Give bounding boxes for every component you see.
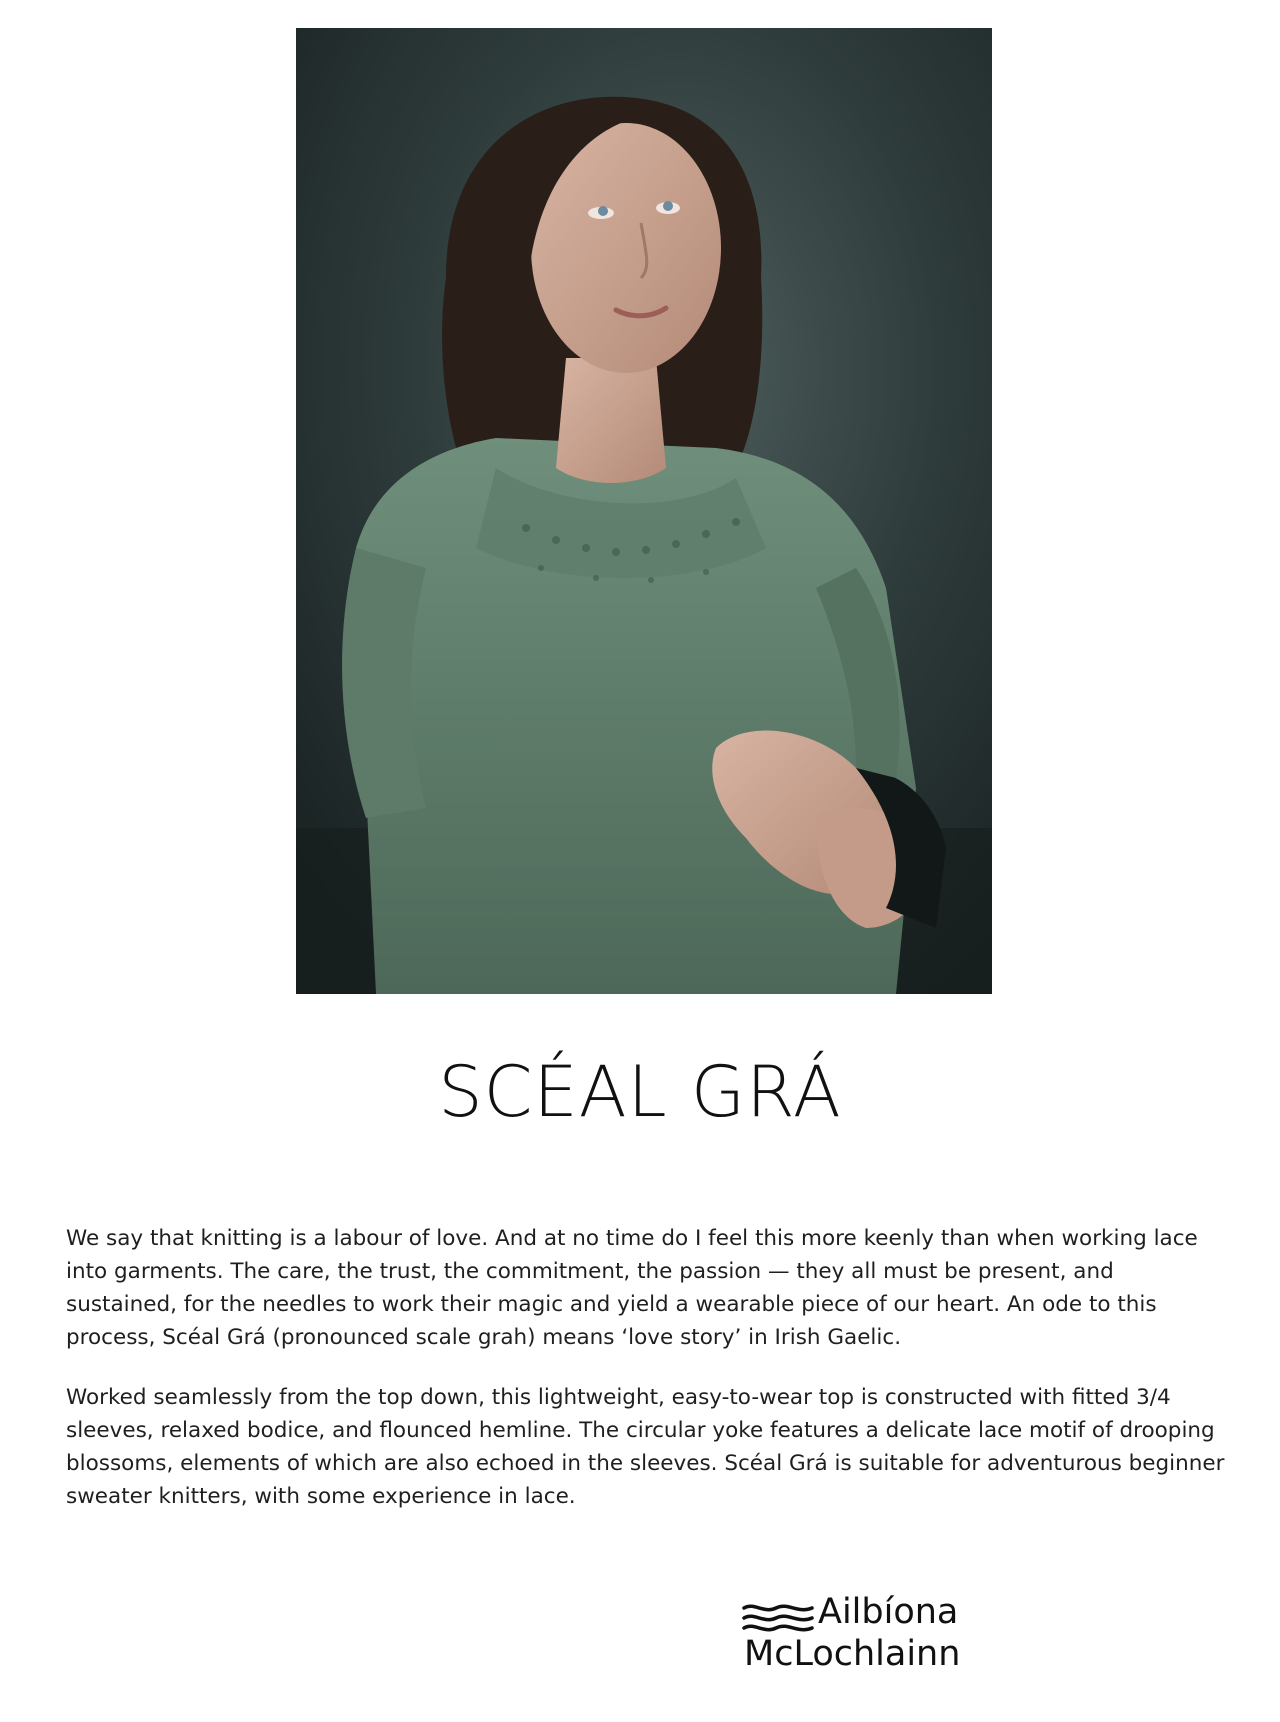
logo-name-line1: Ailbíona	[818, 1592, 959, 1632]
description	[66, 1222, 1226, 1540]
brand-logo	[742, 1592, 982, 1686]
portrait-illustration	[296, 28, 992, 994]
waves-icon	[742, 1602, 814, 1638]
hero-photo	[296, 28, 992, 994]
description-paragraph-1: We say that knitting is a labour of love. And at no time do I feel this more keenly than when working lace into garments. The care, the trust, the commitment, the passion — they all must be present, and sustained, for the needles to work their magic and yield a wearable piece of our heart. An ode to this process, Scéal Grá (pronounced scale grah) means ‘love story’ in Irish Gaelic.	[66, 1226, 1198, 1350]
description-paragraph-2: Worked seamlessly from the top down, this lightweight, easy-to-wear top is constructed with fitted 3/4 sleeves, relaxed bodice, and flounced hemline. The circular yoke features a delicate lace motif of drooping blossoms, elements of which are also echoed in the sleeves. Scéal Grá is suitable for adventurous beginner sweater knitters, with some experience in lace.	[66, 1385, 1225, 1509]
logo-name-line2: McLochlainn	[744, 1634, 961, 1674]
page-title: SCÉAL GRÁ	[438, 1051, 842, 1133]
